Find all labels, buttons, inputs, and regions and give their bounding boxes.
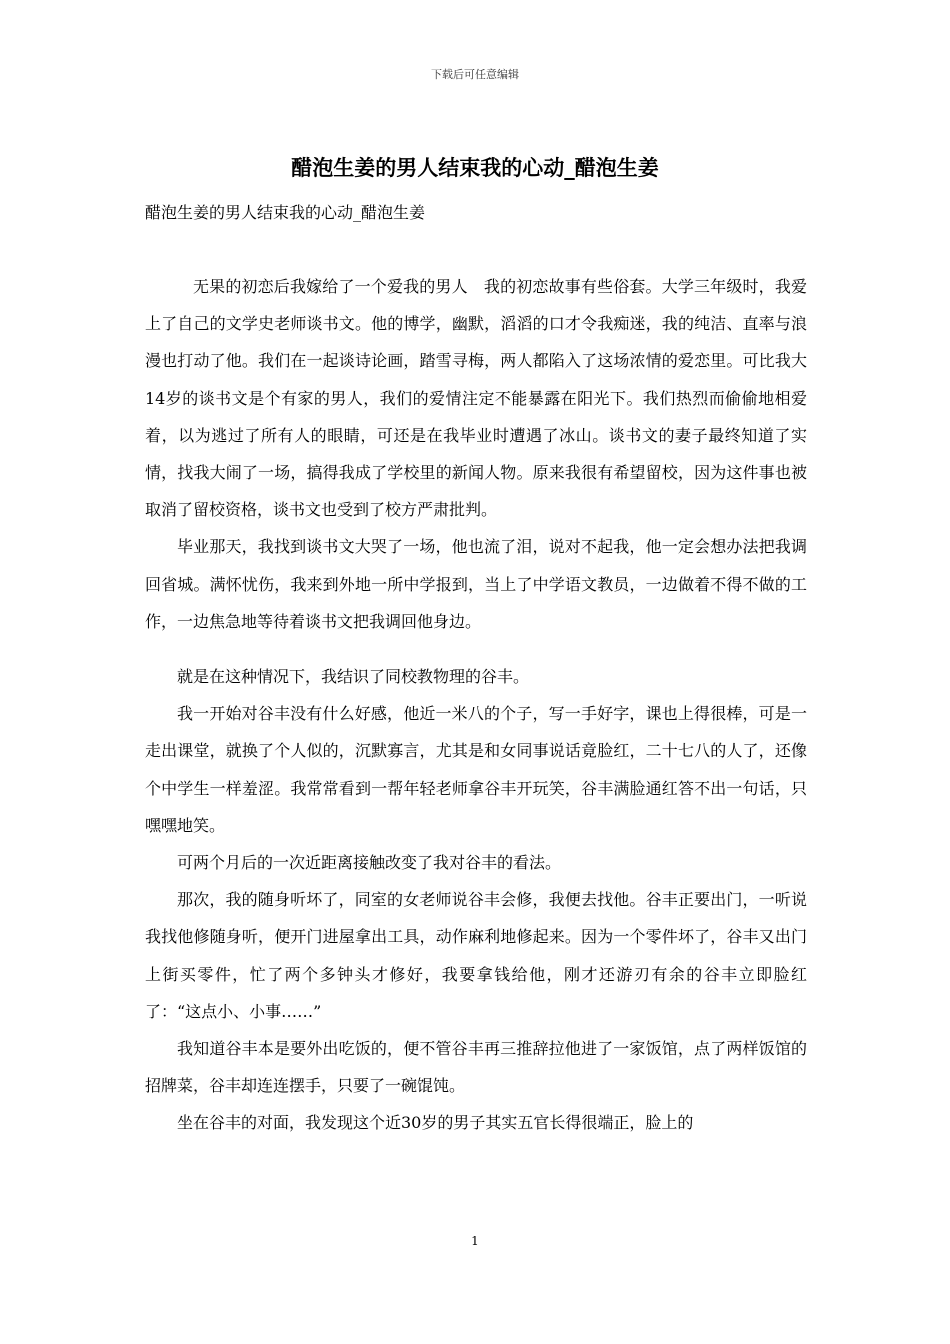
page-number: 1	[471, 1234, 479, 1248]
paragraph: 我知道谷丰本是要外出吃饭的，便不管谷丰再三推辞拉他进了一家饭馆，点了两样饭馆的招牌菜，谷丰却连连摆手，只要了一碗馄饨。	[145, 1039, 807, 1096]
paragraph: 那次，我的随身听坏了，同室的女老师说谷丰会修，我便去找他。谷丰正要出门，一听说我找他修随身听，便开门进屋拿出工具，动作麻利地修起来。因为一个零件坏了，谷丰又出门上街买零件，忙了两个多钟头才修好，我要拿钱给他，刚才还游刃有余的谷丰立即脸红了：“这点小、小事……”	[145, 890, 807, 1021]
document-body	[145, 268, 807, 1142]
paragraph: 可两个月后的一次近距离接触改变了我对谷丰的看法。	[177, 853, 562, 873]
paragraph: 就是在这种情况下，我结识了同校教物理的谷丰。	[177, 667, 530, 687]
paragraph: 毕业那天，我找到谈书文大哭了一场，他也流了泪，说对不起我，他一定会想办法把我调回省城。满怀忧伤，我来到外地一所中学报到，当上了中学语文教员，一边做着不得不做的工作，一边焦急地等待着谈书文把我调回他身边。	[145, 537, 807, 631]
paragraph: 无果的初恋后我嫁给了一个爱我的男人 我的初恋故事有些俗套。大学三年级时，我爱上了自己的文学史老师谈书文。他的博学，幽默，滔滔的口才令我痴迷，我的纯洁、直率与浪漫也打动了他。我们在一起谈诗论画，踏雪寻梅，两人都陷入了这场浓情的爱恋里。可比我大14岁的谈书文是个有家的男人，我们的爱情注定不能暴露在阳光下。我们热烈而偷偷地相爱着，以为逃过了所有人的眼睛，可还是在我毕业时遭遇了冰山。谈书文的妻子最终知道了实情，找我大闹了一场，搞得我成了学校里的新闻人物。原来我很有希望留校，因为这件事也被取消了留校资格，谈书文也受到了校方严肃批判。	[145, 277, 807, 520]
document-subtitle: 醋泡生姜的男人结束我的心动_醋泡生姜	[145, 203, 426, 222]
paragraph: 坐在谷丰的对面，我发现这个近30岁的男子其实五官长得很端正，脸上的	[177, 1113, 694, 1133]
paragraph: 我一开始对谷丰没有什么好感，他近一米八的个子，写一手好字，课也上得很棒，可是一走出课堂，就换了个人似的，沉默寡言，尤其是和女同事说话竟脸红，二十七八的人了，还像个中学生一样羞涩。我常常看到一帮年轻老师拿谷丰开玩笑，谷丰满脸通红答不出一句话，只嘿嘿地笑。	[145, 704, 807, 835]
page-header-note: 下载后可任意编辑	[431, 68, 519, 81]
document-title: 醋泡生姜的男人结束我的心动_醋泡生姜	[291, 156, 659, 180]
